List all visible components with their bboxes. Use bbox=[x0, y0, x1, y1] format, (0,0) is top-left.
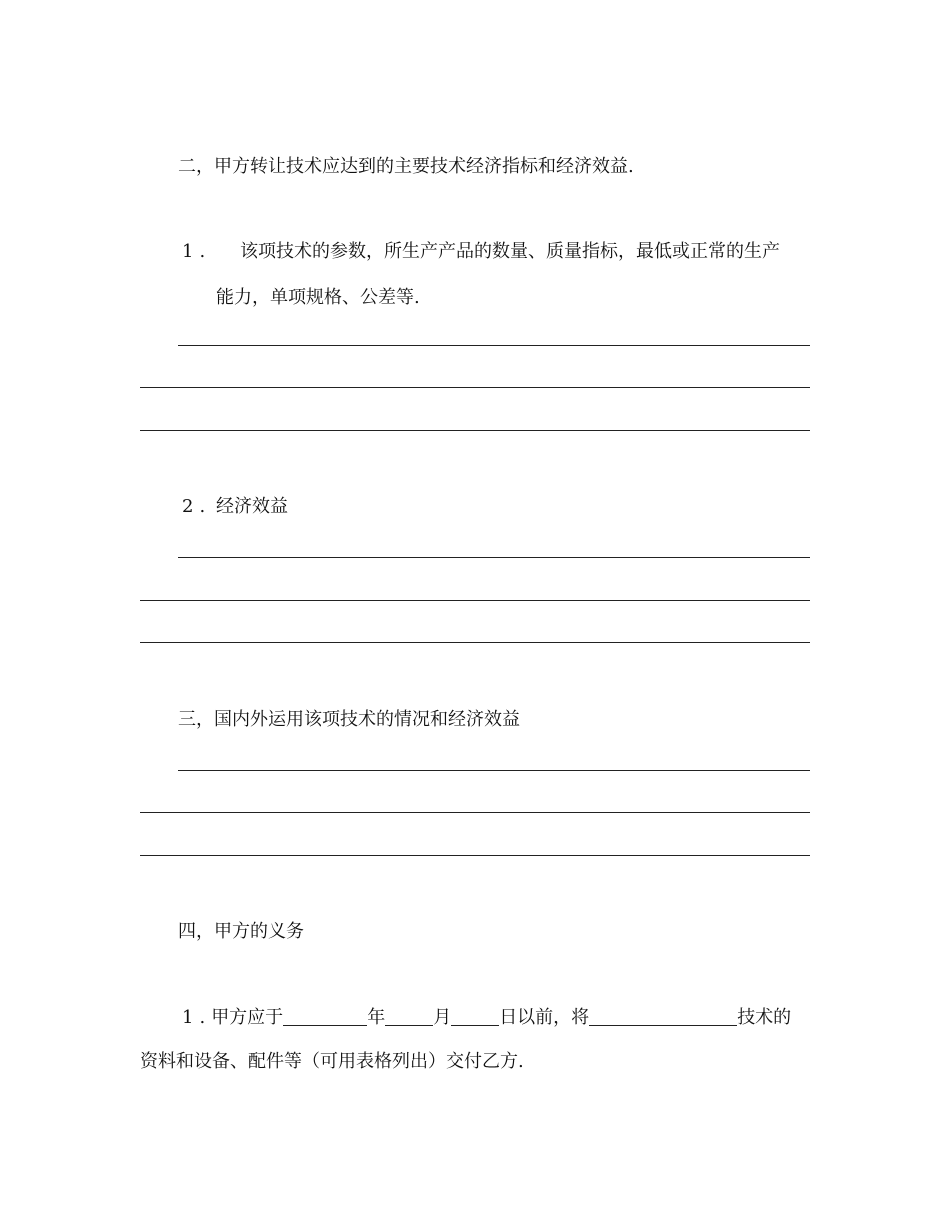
section-4-heading: 四，甲方的义务 bbox=[178, 921, 304, 942]
fill-line[interactable] bbox=[140, 430, 810, 431]
item-1-line1: 该项技术的参数，所生产产品的数量、质量指标，最低或正常的生产 bbox=[240, 241, 780, 262]
s4-item-1-text-a: 甲方应于 bbox=[211, 1007, 284, 1028]
year-blank[interactable] bbox=[283, 1007, 367, 1026]
day-blank[interactable] bbox=[451, 1007, 499, 1026]
fill-line[interactable] bbox=[178, 770, 810, 771]
month-label: 月 bbox=[433, 1007, 452, 1028]
technology-blank[interactable] bbox=[589, 1007, 737, 1026]
fill-line[interactable] bbox=[140, 855, 810, 856]
month-blank[interactable] bbox=[385, 1007, 433, 1026]
day-label: 日以前，将 bbox=[499, 1007, 590, 1028]
fill-line[interactable] bbox=[178, 345, 810, 346]
item-2-number: 2. bbox=[182, 496, 212, 517]
section-3-heading: 三，国内外运用该项技术的情况和经济效益 bbox=[178, 709, 520, 730]
item-1-line2: 能力，单项规格、公差等. bbox=[216, 287, 420, 308]
fill-line[interactable] bbox=[140, 600, 810, 601]
s4-item-1-line2: 资料和设备、配件等（可用表格列出）交付乙方. bbox=[140, 1051, 524, 1072]
technology-label: 技术的 bbox=[737, 1007, 792, 1028]
s4-item-1-number: 1. bbox=[182, 1007, 212, 1028]
fill-line[interactable] bbox=[178, 557, 810, 558]
item-1-number: 1. bbox=[182, 241, 212, 262]
fill-line[interactable] bbox=[140, 642, 810, 643]
s4-item-1-line1 bbox=[182, 1006, 791, 1030]
fill-line[interactable] bbox=[140, 387, 810, 388]
item-2-text: 经济效益 bbox=[216, 496, 288, 517]
year-label: 年 bbox=[367, 1007, 386, 1028]
section-2-heading: 二，甲方转让技术应达到的主要技术经济指标和经济效益. bbox=[178, 156, 634, 177]
fill-line[interactable] bbox=[140, 812, 810, 813]
